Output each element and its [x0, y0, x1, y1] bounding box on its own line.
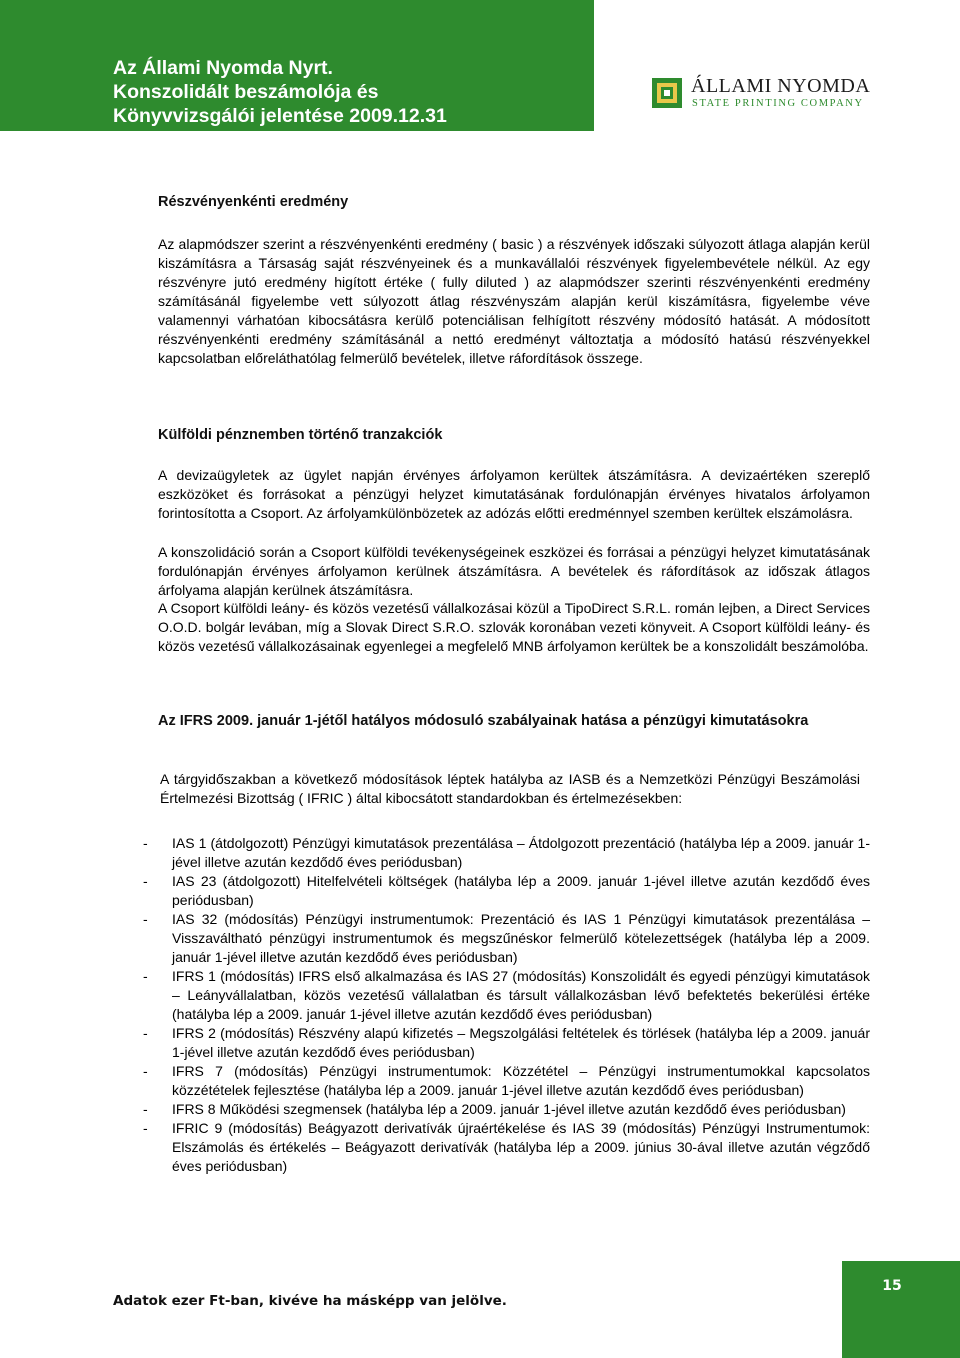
title-line: Konszolidált beszámolója és	[113, 81, 379, 103]
bullet-marker: -	[143, 911, 148, 927]
footer-note: Adatok ezer Ft-ban, kivéve ha másképp van jelölve.	[113, 1293, 507, 1309]
list-item-text: IFRS 8 Működési szegmensek (hatályba lép a 2009. január 1-jével illetve azután kezdődő éves periódusban)	[172, 1101, 846, 1117]
fx-paragraph: A devizaügyletek az ügylet napján érvényes árfolyamon kerültek átszámításra. A devizaértéken szereplő eszközöket és forrásokat a pénzügyi helyzet kimutatásának fordulónapján érvényes hivatalos árfolyamon forintosította a Csoport. Az árfolyamkülönbözetek az adózás előtti eredménnyel szemben kerültek elszámolásra.	[158, 467, 870, 521]
list-item	[143, 1119, 870, 1176]
list-item	[143, 1024, 870, 1062]
list-item-text: IFRIC 9 (módosítás) Beágyazott derivatívák újraértékelése és IAS 39 (módosítás) Pénzügyi Instrumentumok: Elszámolás és értékelés – Beágyazott derivatívák (hatályba lép a 2009. június 30-ával illetve azután végződő éves periódusban)	[172, 1120, 870, 1174]
list-item	[143, 967, 870, 1024]
allami-nyomda-logo-icon	[651, 77, 683, 109]
logo-name: ÁLLAMI NYOMDA	[691, 75, 871, 97]
list-item	[143, 872, 870, 910]
bullet-marker: -	[143, 1101, 148, 1117]
page-number-box	[842, 1261, 960, 1358]
ifrs-amendments-list	[143, 834, 870, 1176]
document-title	[113, 56, 447, 128]
list-item-text: IFRS 1 (módosítás) IFRS első alkalmazása és IAS 27 (módosítás) Konszolidált és egyedi pénzügyi kimutatások – Leányvállalatban, közös vezetésű vállalatban és társult vállalkozásban lévő befektetés bekerülési értéke (hatályba lép a 2009. január 1-jével illetve azután kezdődő éves periódusban)	[172, 968, 870, 1022]
section-heading-eps: Részvényenkénti eredmény	[158, 194, 349, 210]
list-item-text: IAS 32 (módosítás) Pénzügyi instrumentumok: Prezentáció és IAS 1 Pénzügyi kimutatások prezentálása – Visszaváltható pénzügyi instrumentumok és megszűnéskor felmerülő kötelezettségek (hatályba lép a 2009. január 1-jével illetve azután kezdődő éves periódusban)	[172, 911, 870, 965]
page-number: 15	[882, 1278, 902, 1294]
title-line: Könyvvizsgálói jelentése 2009.12.31	[113, 105, 447, 127]
section-heading-fx: Külföldi pénznemben történő tranzakciók	[158, 427, 443, 443]
company-logo	[651, 75, 871, 115]
list-item	[143, 834, 870, 872]
ifrs-intro: A tárgyidőszakban a következő módosítások léptek hatályba az IASB és a Nemzetközi Pénzügyi Beszámolási Értelmezési Bizottság ( IFRIC ) által kibocsátott standardokban és értelmezésekben:	[160, 771, 860, 806]
list-item	[143, 1062, 870, 1100]
section-heading-ifrs: Az IFRS 2009. január 1-jétől hatályos módosuló szabályainak hatása a pénzügyi kimutatásokra	[158, 713, 809, 729]
logo-subtitle: STATE PRINTING COMPANY	[692, 98, 864, 109]
list-item-text: IAS 1 (átdolgozott) Pénzügyi kimutatások prezentálása – Átdolgozott prezentáció (hatályba lép a 2009. január 1-jével illetve azután kezdődő éves periódusban)	[172, 835, 870, 870]
eps-paragraph: Az alapmódszer szerint a részvényenkénti eredmény ( basic ) a részvények időszaki súlyozott átlaga alapján kerül kiszámításra a Társaság saját részvényeinek és a munkavállalói részvények figyelembevétele nélkül. Az egy részvényre jutó eredmény higított értéke ( fully diluted ) az alapmódszer szerinti részvényenkénti eredmény számításánál figyelembe vett súlyozott átlag részvényszám alapján kerül kiszámításra, figyelembe véve valamennyi várhatóan kibocsátásra kerülő potenciálisan felhígított részvény módosító hatását. A módosított részvényenkénti eredmény számításánál a nettó eredményt változtatja a módosító hatású részvényekkel kapcsolatban előreláthatólag felmerülő bevételek, illetve ráfordítások összege.	[158, 236, 870, 366]
bullet-marker: -	[143, 835, 148, 851]
bullet-marker: -	[143, 1120, 148, 1136]
fx-paragraph: A Csoport külföldi leány- és közös vezetésű vállalkozásai közül a TipoDirect S.R.L. román lejben, a Direct Services O.O.D. bolgár levában, míg a Slovak Direct S.R.O. szlovák koronában vezeti könyveit. A Csoport külföldi leány- és közös vezetésű vállalkozásainak egyenlegei a megfelelő MNB árfolyamon kerültek be a konszolidált beszámolóba.	[158, 600, 870, 654]
title-line: Az Állami Nyomda Nyrt.	[113, 57, 333, 79]
list-item	[143, 910, 870, 967]
fx-paragraph: A konszolidáció során a Csoport külföldi tevékenységeinek eszközei és forrásai a pénzügyi helyzet kimutatásának fordulónapján érvényes árfolyamon kerülnek átszámításra. A bevételek és ráfordítások az időszak átlagos árfolyama alapján kerülnek átszámításra.	[158, 544, 870, 598]
list-item-text: IFRS 7 (módosítás) Pénzügyi instrumentumok: Közzététel – Pénzügyi instrumentumokkal kapcsolatos közzétételek fejlesztése (hatályba lép a 2009. január 1-jével illetve azután kezdődő éves periódusban)	[172, 1063, 870, 1098]
bullet-marker: -	[143, 968, 148, 984]
bullet-marker: -	[143, 1025, 148, 1041]
list-item-text: IAS 23 (átdolgozott) Hitelfelvételi költségek (hatályba lép a 2009. január 1-jével illetve azután kezdődő éves periódusban)	[172, 873, 870, 908]
list-item	[143, 1100, 870, 1119]
bullet-marker: -	[143, 873, 148, 889]
list-item-text: IFRS 2 (módosítás) Részvény alapú kifizetés – Megszolgálási feltételek és törlések (hatályba lép a 2009. január 1-jével illetve azután kezdődő éves periódusban)	[172, 1025, 870, 1060]
bullet-marker: -	[143, 1063, 148, 1079]
